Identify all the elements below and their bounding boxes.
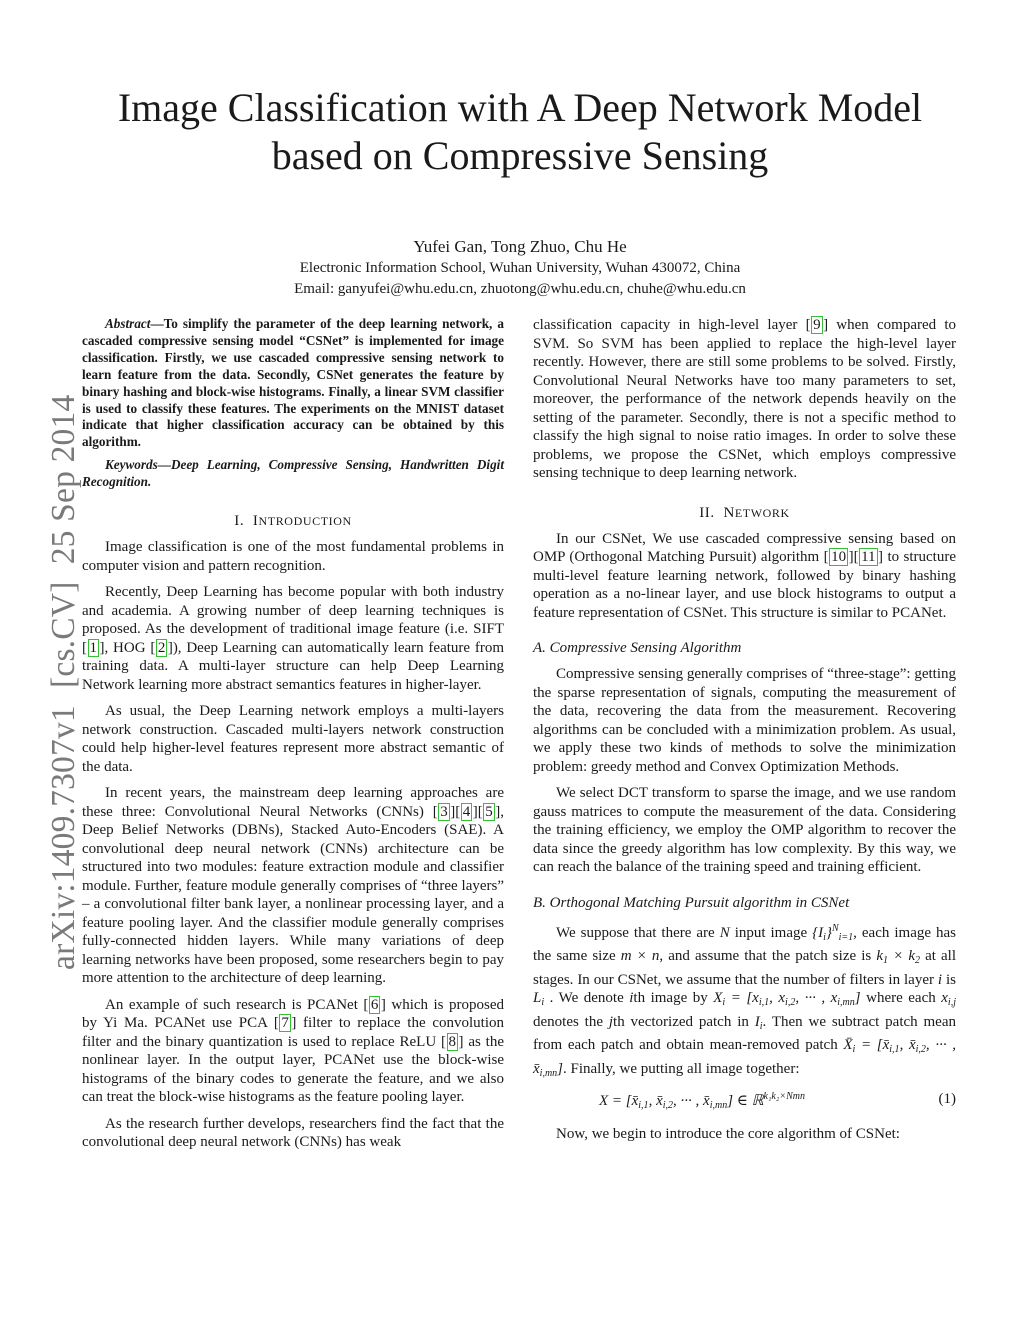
section-heading-introduction [82, 513, 504, 530]
section-title-rest: NTRODUCTION [258, 514, 352, 529]
arxiv-category: [cs.CV] [45, 581, 82, 688]
subsection-heading-b: B. Orthogonal Matching Pursuit algorithm in CSNet [533, 894, 850, 911]
intro-paragraph-5: An example of such research is PCANet [ 6 ] which is proposed by Yi Ma. PCANet use PCA [ 7 ] filter to replace the convolution filter and the binary quantization is used to replace ReLU [ 8 ] as the nonlinear layer. In the output layer, PCANet use the block-wise histograms of the binary codes to generate the feature, and we also can treat the block-wise histograms as the feature pooling layer. [82, 996, 504, 1106]
abstract-label: Abstract [105, 316, 151, 331]
section-title-initial: I [252, 513, 259, 530]
equation-body: $X = [x̄_{i,1}$, $x̄_{i,2}$, ··· , $x̄_{i,mn}$] ∈ ℝ$^{k_1k_2\times Nmn}$ [599, 1091, 805, 1111]
citation-link[interactable]: 11 [861, 549, 876, 565]
title-line-1: Image Classification with A Deep Network Model [117, 85, 923, 130]
subsection-heading-a: A. Compressive Sensing Algorithm [533, 640, 742, 656]
intro-paragraph-2: Recently, Deep Learning has become popular with both industry and academia. A growing number of deep learning techniques is proposed. As the development of traditional image feature (i.e. SIFT [ 1 ], HOG [ 2 ]), Deep Learning can automatically learn feature from training data. A multi-layer structure can help Deep Learning Network learning more abstract semantics features in higher-layer. [82, 584, 504, 693]
equation-number: (1) [938, 1091, 956, 1107]
abstract-text: —To simplify the parameter of the deep learning network, a cascaded compressive sensing model “CSNet” is implemented for image classification. Firstly, we use cascaded compressive sensing network to learn feature from the data. Secondly, CSNet generates the feature by binary hashing and block-wise histograms. Finally, a linear SVM classifier is used to classify these features. The experiments on the MNIST dataset indicate that higher classification accuracy can be obtained by this algorithm. [82, 316, 504, 450]
network-paragraph-1: In our CSNet, We use cascaded compressive sensing based on OMP (Orthogonal Matching Pursuit) algorithm [ 10 ][ 11 ] to structure multi-level feature learning network, followed by binary hashing operation as a no-linear layer, and use block histograms to output a feature representation of CSNet. This structure is similar to PCANet. [533, 530, 956, 621]
author-names: Yufei Gan, Tong Zhuo, Chu He [413, 237, 627, 256]
citation-link[interactable]: 2 [157, 639, 166, 656]
citation-link[interactable]: 5 [485, 803, 493, 820]
arxiv-date: 25 Sep 2014 [45, 394, 82, 565]
subsection-a-paragraph-1: Compressive sensing generally comprises of “three-stage”: getting the sparse representation of signals, computing the measurement of the data, recovering the data from the measurement. Recovering algorithms can be concluded with a minimization problem. As usual, we apply these two kinds of methods to solve the minimization problem: greedy method and Convex Optimization Methods. [533, 666, 956, 775]
citation-link[interactable]: 6 [370, 996, 379, 1013]
intro-paragraph-6: As the research further develops, researchers find the fact that the convolutional deep neural network (CNNs) has weak [82, 1115, 504, 1151]
intro-paragraph-1: Image classification is one of the most fundamental problems in computer vision and pattern recognition. [82, 539, 504, 574]
author-block [60, 236, 980, 300]
abstract [82, 316, 504, 451]
citation-link[interactable]: 3 [440, 803, 448, 820]
intro-continued-paragraph: classification capacity in high-level layer [ 9 ] when compared to SVM. So SVM has been applied to replace the high-level layer recently. However, there are still some problems to be solved. Firstly, Convolutional Neural Networks have too many parameters to set, moreover, the performance of the network depends heavily on the setting of the parameter. Secondly, there is not a specific method to classify the high signal to noise ratio images. In order to solve these problems, we propose the CSNet, which employs compressive sensing technique to deep learning network. [533, 317, 957, 481]
citation-link[interactable]: 1 [89, 639, 97, 656]
keywords-text: —Deep Learning, Compressive Sensing, Handwritten Digit Recognition. [82, 457, 504, 490]
citation-link[interactable]: 9 [813, 317, 821, 333]
section-title-rest: ETWORK [734, 505, 790, 520]
section-title-initial: N [723, 504, 735, 521]
arxiv-id: arXiv:1409.7307v1 [45, 705, 82, 970]
author-affiliation: Electronic Information School, Wuhan University, Wuhan 430072, China [299, 260, 741, 276]
right-column [533, 316, 956, 1144]
citation-link[interactable]: 7 [281, 1015, 289, 1032]
author-email: Email: ganyufei@whu.edu.cn, zhuotong@whu.edu.cn, chuhe@whu.edu.cn [294, 281, 746, 297]
equation-1 [533, 1089, 956, 1115]
closing-paragraph: Now, we begin to introduce the core algorithm of CSNet: [556, 1126, 900, 1142]
subsection-b-paragraph: We suppose that there are N input image $\{I_i\}^N_{i=1}$, each image has the same size m × n, and assume that the patch size is $k_1 \times k_2$ at all stages. In our CSNet, we assume that the number of filters in layer i is $L_i$ . We denote ith image by $X_i = [x_{i,1}$, $x_{i,2}$, ··· , $x_{i,mn}$] where each $x_{i,j}$ denotes the jth vectorized patch in $I_i$. Then we subtract patch mean from each patch and obtain mean-removed patch $X̄_i$ = [$x̄_{i,1}$, $x̄_{i,2}$, ··· , $x̄_{i,mn}$]. Finally, we putting all image together: [533, 922, 957, 1079]
intro-paragraph-4: In recent years, the mainstream deep learning approaches are these three: Convolutional Neural Networks (CNNs) [ 3 ][ 4 ][ 5 ], Deep Belief Networks (DBNs), Stacked Auto-Encoders (SAE). A convolutional deep neural network (CNNs) architecture can be structured into two modules: feature extraction module and classifier module. Further, feature module generally comprises of “three layers” – a convolutional filter bank layer, a nonlinear processing layer, and a feature pooling layer. And the classifier module generally comprises fully-connected hidden layers. While many variations of deep learning networks have been proposed, some researchers begin to pay more attention to the architecture of deep learning. [82, 785, 504, 987]
citation-link[interactable]: 8 [448, 1033, 457, 1050]
paper-title [60, 84, 980, 180]
section-number: II. [699, 504, 715, 521]
title-line-2: based on Compressive Sensing [271, 133, 769, 178]
keywords-label: Keywords [105, 457, 158, 473]
left-column [82, 316, 504, 1152]
keywords [82, 457, 504, 491]
subsection-a-paragraph-2: We select DCT transform to sparse the image, and we use random gauss matrices to compute the measurement of the data. Considering the training efficiency, we employ the OMP algorithm to recover the data since the greedy algorithm has low complexity. By this way, we can reach the balance of the training speed and training efficient. [533, 785, 956, 875]
section-number: I. [234, 513, 245, 530]
section-heading-network [533, 505, 956, 522]
intro-paragraph-3: As usual, the Deep Learning network employs a multi-layers network construction. Cascaded multi-layers network construction could help higher-level features represent more abstract semantic of the data. [82, 703, 504, 775]
citation-link[interactable]: 4 [462, 803, 471, 820]
citation-link[interactable]: 10 [831, 549, 847, 565]
